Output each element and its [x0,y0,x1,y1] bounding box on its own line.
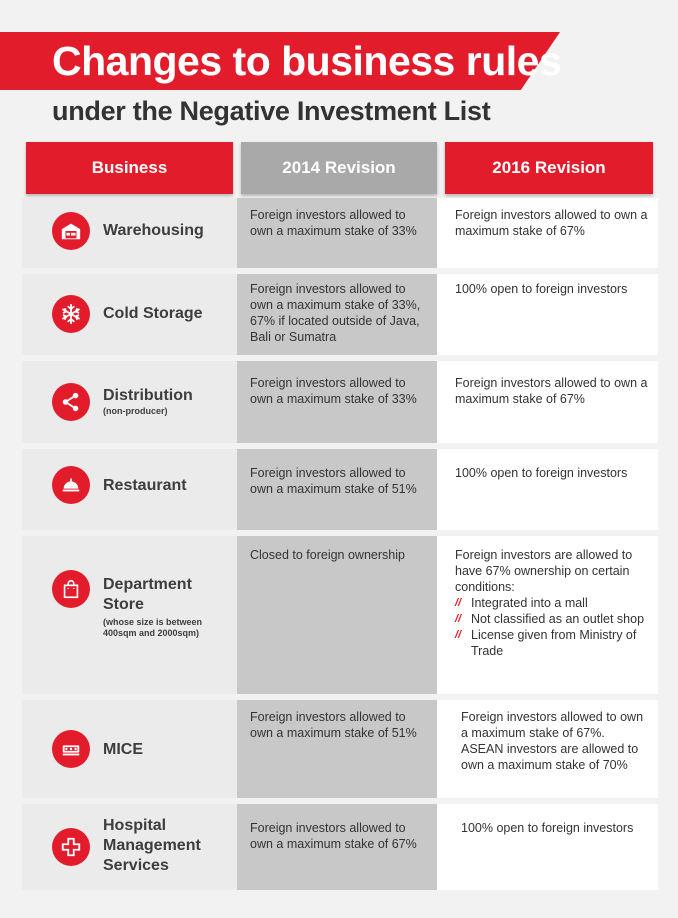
revision-2016-cell [441,274,658,355]
column-header-2016: 2016 Revision [445,142,653,194]
conditions-list [455,595,648,659]
revision-2014-cell [237,804,437,890]
column-header-2014: 2014 Revision [241,142,437,194]
bullet-marker: // [455,597,462,609]
revision-2016-text: 100% open to foreign investors [455,282,628,296]
revision-2016-text: Foreign investors allowed to own a maximum stake of 67% [455,376,648,406]
business-cell [22,198,237,268]
medical-cross-icon [52,828,90,866]
revision-2016-cell [441,700,658,798]
revision-2016-cell [441,198,658,268]
table-row-mice [22,700,658,798]
business-note: (non-producer) [103,406,168,416]
page-title: Changes to business rules [52,38,562,84]
table-row-cold-storage [22,274,658,355]
table-row-distribution [22,361,658,443]
table-row-warehousing [22,198,658,268]
revision-2014-cell [237,536,437,694]
revision-2016-cell [441,536,658,694]
business-cell [22,361,237,443]
share-icon [52,383,90,421]
table-row-restaurant [22,449,658,530]
bullet-marker: // [455,613,462,625]
business-cell [22,449,237,530]
shopping-bag-icon [52,570,90,608]
business-name-text: Distribution [103,387,193,404]
column-header-business: Business [26,142,233,194]
business-name: Hospital Management Services [103,817,201,874]
revision-2014-cell [237,274,437,355]
revision-2014-text: Foreign investors allowed to own a maximum stake of 33% [250,376,417,406]
page-subtitle: under the Negative Investment List [52,96,491,126]
revision-2016-text: Foreign investors are allowed to have 67% ownership on certain conditions: [455,548,633,594]
revision-2014-text: Foreign investors allowed to own a maximum stake of 51% [250,710,417,740]
revision-2014-cell [237,700,437,798]
snowflake-icon [52,295,90,333]
revision-2016-cell [441,449,658,530]
list-item: // Not classified as an outlet shop [455,612,645,626]
revision-2014-text: Foreign investors allowed to own a maximum stake of 33% [250,208,417,238]
table-row-hospital-management [22,804,658,890]
business-name-text: Department Store [103,576,192,613]
revision-2016-text: 100% open to foreign investors [455,466,628,480]
list-item: // Integrated into a mall [455,596,588,610]
business-name: MICE [103,741,143,758]
revision-2014-text: Closed to foreign ownership [250,548,405,562]
revision-2014-text: Foreign investors allowed to own a maximum stake of 33%, 67% if located outside of Java, Bali or Sumatra [250,282,421,344]
business-cell [22,274,237,355]
revision-2016-text: Foreign investors allowed to own a maximum stake of 67% [455,208,648,238]
revision-2014-cell [237,198,437,268]
revision-2014-cell [237,449,437,530]
business-name [103,575,231,639]
business-name: Restaurant [103,477,187,494]
business-note: (whose size is between 400sqm and 2000sqm) [103,617,203,638]
business-cell [22,536,237,694]
cloche-icon [52,466,90,504]
revision-2016-cell [441,804,658,890]
table-row-department-store [22,536,658,694]
revision-2016-block [455,547,648,659]
business-cell [22,804,237,890]
business-name: Warehousing [103,222,204,239]
business-name: Cold Storage [103,305,203,322]
business-cell [22,700,237,798]
revision-2014-cell [237,361,437,443]
bullet-marker: // [455,629,462,641]
business-name [103,386,231,417]
list-item: // License given from Ministry of Trade [455,628,637,658]
revision-2014-text: Foreign investors allowed to own a maximum stake of 51% [250,466,417,496]
revision-2014-text: Foreign investors allowed to own a maximum stake of 67% [250,821,417,851]
warehouse-icon [52,212,90,250]
conference-table-icon [52,730,90,768]
revision-2016-text: Foreign investors allowed to own a maximum stake of 67%. ASEAN investors are allowed to own a maximum stake of 70% [461,710,644,772]
revision-2016-text: 100% open to foreign investors [461,821,634,835]
revision-2016-cell [441,361,658,443]
